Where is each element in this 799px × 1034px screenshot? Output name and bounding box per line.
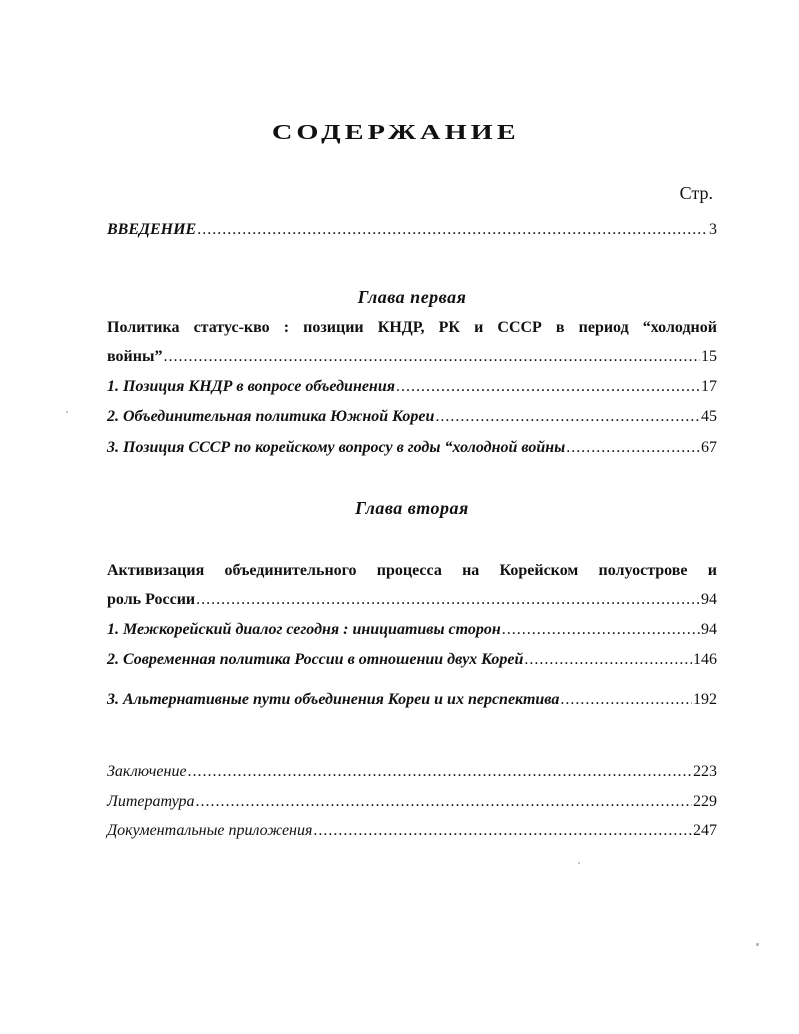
toc-page-number: 146 [693, 651, 717, 668]
toc-page-number: 247 [693, 822, 717, 839]
toc-entry-chapter2-item-2[interactable] [107, 650, 717, 670]
toc-entry-label: 1. Позиция КНДР в вопросе объединения [107, 378, 395, 395]
leader-dots [396, 377, 700, 397]
chapter-heading-2: Глава вторая [355, 498, 469, 518]
toc-page-number: 192 [693, 691, 717, 708]
leader-dots [163, 347, 700, 367]
leader-dots [502, 620, 700, 640]
toc-entry-appendices[interactable] [107, 821, 717, 841]
toc-entry-chapter1-section[interactable] [107, 347, 717, 367]
toc-page-number: 17 [701, 378, 717, 395]
leader-dots [560, 690, 692, 710]
toc-entry-chapter1-item-3[interactable] [107, 438, 717, 458]
leader-dots [435, 407, 700, 427]
scan-speck [578, 862, 580, 864]
toc-entry-intro[interactable] [107, 220, 717, 240]
toc-entry-label: роль России [107, 591, 196, 608]
toc-page-number: 223 [693, 763, 717, 780]
toc-entry-label: 3. Альтернативные пути объединения Кореи и их перспектива [107, 691, 560, 708]
toc-entry-label: 3. Позиция СССР по корейскому вопросу в годы “холодной войны [107, 439, 566, 456]
toc-entry-label: Документальные приложения [107, 822, 313, 839]
scan-speck [66, 411, 68, 413]
leader-dots [524, 650, 692, 670]
leader-dots [196, 792, 692, 812]
leader-dots [197, 220, 708, 240]
chapter2-section-line1: Активизация объединительного процесса на Корейском полуострове и [107, 562, 717, 579]
page-title: СОДЕРЖАНИЕ [271, 120, 520, 144]
toc-entry-conclusion[interactable] [107, 762, 717, 782]
page-column-label: Стр. [679, 183, 713, 203]
toc-page-number: 67 [701, 439, 717, 456]
toc-page-number: 94 [701, 591, 717, 608]
toc-entry-chapter2-item-1[interactable] [107, 620, 717, 640]
toc-page-number: 229 [693, 793, 717, 810]
toc-page-number: 15 [701, 348, 717, 365]
chapter-heading-1: Глава первая [357, 287, 467, 307]
toc-entry-literature[interactable] [107, 792, 717, 812]
leader-dots [566, 438, 700, 458]
toc-page-number: 94 [701, 621, 717, 638]
toc-entry-label: войны” [107, 348, 163, 365]
toc-page-number: 3 [709, 221, 717, 238]
leader-dots [188, 762, 692, 782]
toc-entry-label: ВВЕДЕНИЕ [107, 221, 197, 238]
chapter1-section-line1: Политика статус-кво : позиции КНДР, РК и СССР в период “холодной [107, 319, 717, 336]
toc-entry-label: Заключение [107, 763, 187, 780]
leader-dots [196, 590, 700, 610]
scan-speck [756, 943, 759, 946]
toc-entry-chapter1-item-1[interactable] [107, 377, 717, 397]
toc-entry-chapter2-item-3[interactable] [107, 690, 717, 710]
toc-entry-label: 2. Современная политика России в отношении двух Корей [107, 651, 524, 668]
toc-entry-chapter1-item-2[interactable] [107, 407, 717, 427]
toc-entry-label: 1. Межкорейский диалог сегодня : инициативы сторон [107, 621, 501, 638]
toc-page-number: 45 [701, 408, 717, 425]
leader-dots [313, 821, 692, 841]
toc-entry-label: Литература [107, 793, 195, 810]
toc-entry-chapter2-section[interactable] [107, 590, 717, 610]
toc-entry-label: 2. Объединительная политика Южной Кореи [107, 408, 435, 425]
